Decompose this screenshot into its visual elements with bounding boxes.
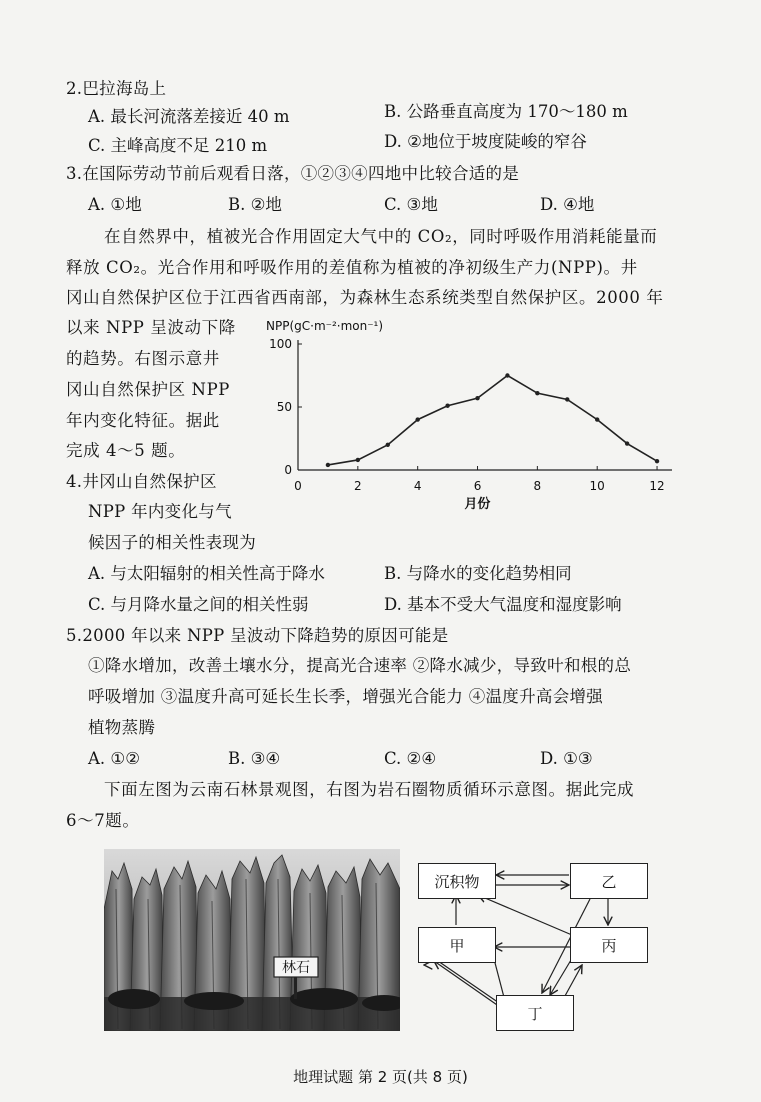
q4-option-d: D. 基本不受大气温度和湿度影响 <box>384 595 622 614</box>
chart-x-tick-label: 12 <box>649 479 665 493</box>
q4-stem-line-3: 候因子的相关性表现为 <box>88 533 256 552</box>
q5-option-d: D. ①③ <box>540 749 593 768</box>
npp-data-point <box>505 373 509 377</box>
diagram-box-jia: 甲 <box>418 927 496 963</box>
npp-line-chart <box>262 316 692 526</box>
passage1-side-line-3: 冈山自然保护区 NPP <box>66 380 230 399</box>
npp-data-point <box>475 396 479 400</box>
chart-x-tick-label: 0 <box>294 479 302 493</box>
page-footer: 地理试题 第 2 页(共 8 页) <box>293 1068 468 1086</box>
q5-option-c: C. ②④ <box>384 749 437 768</box>
npp-data-point <box>595 417 599 421</box>
npp-data-point <box>326 463 330 467</box>
stone-forest-illustration <box>104 849 400 1031</box>
npp-data-point <box>625 441 629 445</box>
passage1-line-3: 冈山自然保护区位于江西省西南部，为森林生态系统类型自然保护区。2000 年 <box>66 288 664 307</box>
chart-x-axis-label: 月份 <box>464 497 491 512</box>
chart-y-tick-label: 100 <box>269 337 292 351</box>
q4-option-b: B. 与降水的变化趋势相同 <box>384 564 572 583</box>
q5-option-b: B. ③④ <box>228 749 281 768</box>
stone-forest-photo <box>104 849 400 1031</box>
chart-x-tick-label: 2 <box>354 479 362 493</box>
npp-data-point <box>445 404 449 408</box>
q3-stem: 3.在国际劳动节前后观看日落，①②③④四地中比较合适的是 <box>66 164 520 183</box>
chart-y-axis-label: NPP(gC·m⁻²·mon⁻¹) <box>266 319 384 333</box>
q2-option-c: C. 主峰高度不足 210 m <box>88 136 268 155</box>
q5-body-line-3: 植物蒸腾 <box>88 718 156 737</box>
chart-x-tick-label: 6 <box>473 479 482 493</box>
q2-option-d: D. ②地位于坡度陡峻的窄谷 <box>384 132 587 151</box>
npp-data-point <box>655 459 659 463</box>
passage1-line-1: 在自然界中，植被光合作用固定大气中的 CO₂，同时呼吸作用消耗能量而 <box>104 227 658 246</box>
q3-option-b: B. ②地 <box>228 195 282 214</box>
passage1-side-line-5: 完成 4～5 题。 <box>66 441 186 460</box>
q5-body-line-1: ①降水增加，改善土壤水分，提高光合速率 ②降水减少，导致叶和根的总 <box>88 656 632 675</box>
npp-series-line <box>328 376 657 465</box>
q4-option-c: C. 与月降水量之间的相关性弱 <box>88 595 309 614</box>
passage1-side-line-1: 以来 NPP 呈波动下降 <box>66 318 236 337</box>
diagram-box-ding: 丁 <box>496 995 574 1031</box>
diagram-box-yi: 乙 <box>570 863 648 899</box>
q3-option-a: A. ①地 <box>88 195 142 214</box>
q4-stem-line-2: NPP 年内变化与气 <box>88 502 232 521</box>
q4-stem-line-1: 4.井冈山自然保护区 <box>66 472 217 491</box>
passage2-line-1: 下面左图为云南石林景观图，右图为岩石圈物质循环示意图。据此完成 <box>104 780 635 799</box>
stone-forest-sign: 林石 <box>282 960 310 976</box>
npp-data-point <box>356 458 360 462</box>
npp-data-point <box>415 417 419 421</box>
passage1-line-2: 释放 CO₂。光合作用和呼吸作用的差值称为植被的净初级生产力(NPP)。井 <box>66 258 638 277</box>
q5-option-a: A. ①② <box>88 749 140 768</box>
passage1-side-line-2: 的趋势。右图示意井 <box>66 349 220 368</box>
rock-cycle-diagram <box>410 855 660 1035</box>
npp-data-point <box>386 443 390 447</box>
chart-x-tick-label: 10 <box>589 479 605 493</box>
q4-option-a: A. 与太阳辐射的相关性高于降水 <box>88 564 325 583</box>
q3-option-c: C. ③地 <box>384 195 438 214</box>
q3-option-d: D. ④地 <box>540 195 595 214</box>
diagram-box-sediment: 沉积物 <box>418 863 496 899</box>
chart-y-tick-label: 50 <box>276 400 292 414</box>
q5-body-line-2: 呼吸增加 ③温度升高可延长生长季，增强光合能力 ④温度升高会增强 <box>88 687 604 706</box>
diagram-box-bing: 丙 <box>570 927 648 963</box>
chart-x-tick-label: 4 <box>413 479 422 493</box>
q2-stem: 2.巴拉海岛上 <box>66 79 167 98</box>
q2-option-a: A. 最长河流落差接近 40 m <box>88 107 290 126</box>
npp-data-point <box>535 391 539 395</box>
chart-x-tick-label: 8 <box>533 479 542 493</box>
passage1-side-line-4: 年内变化特征。据此 <box>66 411 220 430</box>
chart-y-tick-label: 0 <box>284 463 292 477</box>
q5-stem: 5.2000 年以来 NPP 呈波动下降趋势的原因可能是 <box>66 626 449 645</box>
passage2-line-2: 6～7题。 <box>66 811 140 830</box>
npp-data-point <box>565 397 569 401</box>
q2-option-b: B. 公路垂直高度为 170～180 m <box>384 102 628 121</box>
